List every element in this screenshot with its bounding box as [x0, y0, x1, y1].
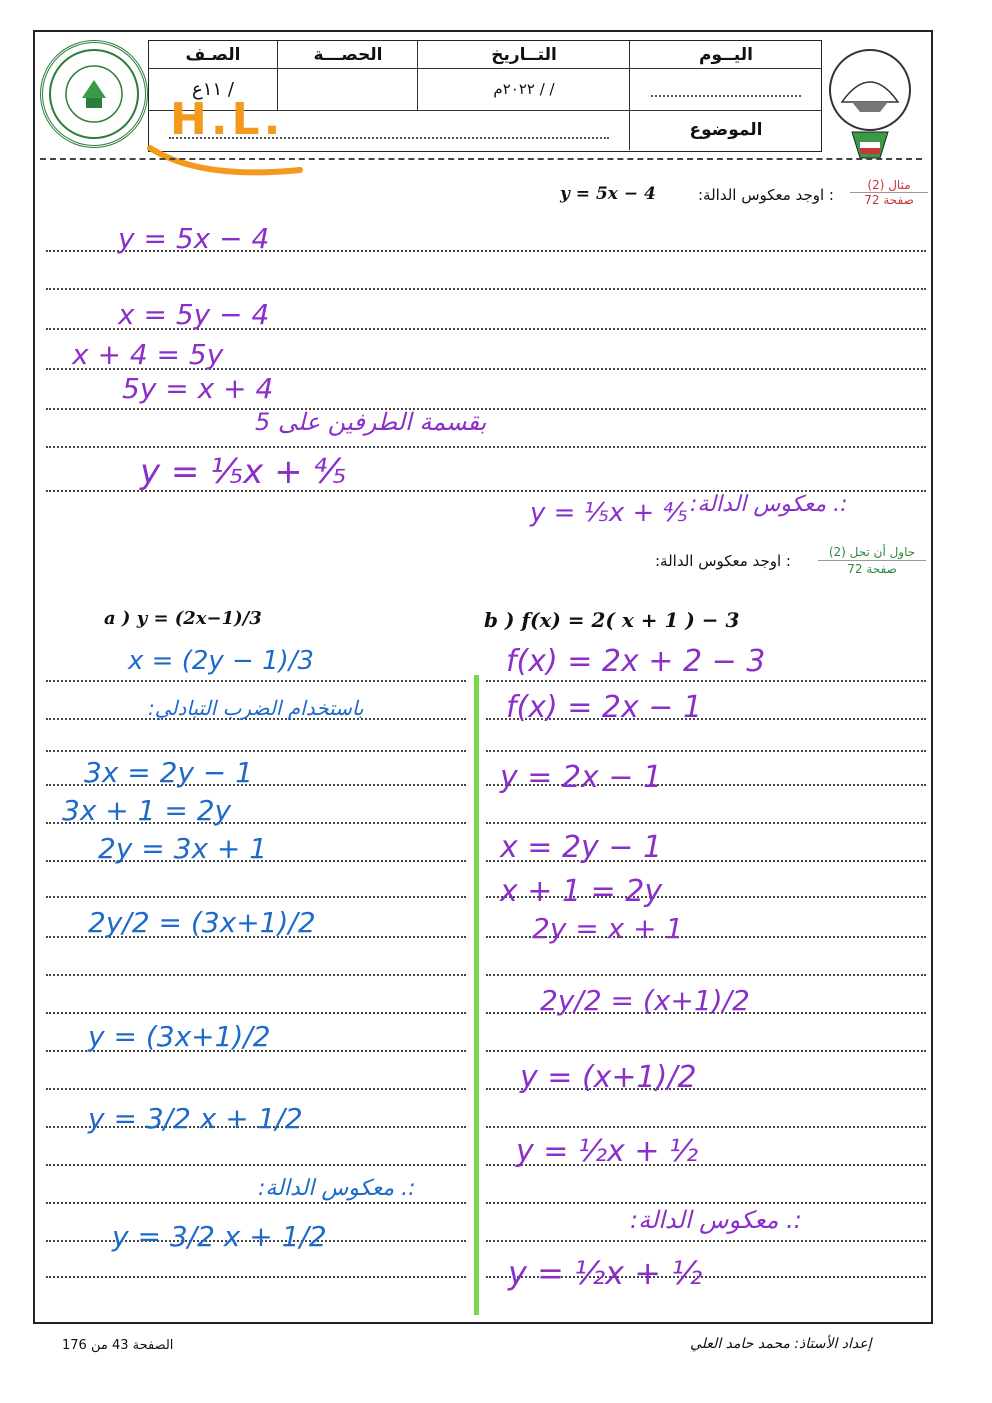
sol-line-3: x + 4 = 5y [72, 338, 224, 371]
example-page: صفحة 72 [864, 193, 914, 207]
sol-a-conclusion-label: :. معكوس الدالة: [258, 1176, 416, 1201]
sol-conclusion-eq: y = ⅕x + ⅘ [530, 498, 688, 528]
ruled-line [486, 1050, 926, 1052]
ruled-line [46, 974, 466, 976]
teacher-initials: H.L. [170, 94, 285, 145]
kuwait-emblem-logo [822, 42, 918, 160]
ruled-line [486, 1240, 926, 1242]
part-a-equation: a ) y = (2x−1)/3 [104, 608, 262, 629]
ruled-line [46, 1088, 466, 1090]
sol-a-conclusion-eq: y = 3/2 x + 1/2 [112, 1220, 327, 1253]
example-prompt: : اوجد معكوس الدالة: [698, 186, 834, 204]
sol-note: بقسمة الطرفين على 5 [255, 408, 487, 436]
sol-b-line-3: y = 2x − 1 [500, 760, 663, 795]
ruled-line [46, 896, 466, 898]
sol-a-line-3: 3x + 1 = 2y [62, 794, 232, 827]
header-divider [40, 158, 922, 160]
school-seal-logo [40, 40, 148, 148]
ruled-line [46, 1012, 466, 1014]
sol-b-line-7: 2y/2 = (x+1)/2 [540, 984, 750, 1017]
sol-b-conclusion-label: :. معكوس الدالة: [630, 1206, 802, 1234]
sol-b-line-5: x + 1 = 2y [500, 874, 663, 909]
sol-a-line-2: 3x = 2y − 1 [84, 756, 254, 789]
sol-a-line-1: x = (2y − 1)/3 [128, 646, 315, 676]
sol-b-line-9: y = ½x + ½ [516, 1134, 699, 1169]
header-period: الحصـــة [277, 41, 418, 68]
date-value: / / ٢٠٢٢م [417, 68, 630, 110]
ruled-line [486, 1126, 926, 1128]
sol-b-line-8: y = (x+1)/2 [520, 1060, 697, 1095]
ruled-line [46, 1164, 466, 1166]
try-box [818, 544, 926, 577]
sol-b-line-1: f(x) = 2x + 2 − 3 [506, 644, 766, 679]
column-divider [474, 675, 479, 1315]
class-value: ١١ع / [192, 78, 234, 100]
sol-a-line-5: 2y/2 = (3x+1)/2 [88, 906, 316, 939]
sol-line-1: y = 5x − 4 [118, 222, 270, 255]
try-label: حاول أن تحل (2) [828, 545, 916, 559]
ruled-line [46, 1276, 466, 1278]
ruled-line [46, 1202, 466, 1204]
sol-b-line-2: f(x) = 2x − 1 [506, 690, 703, 725]
ruled-line [46, 680, 466, 682]
sol-line-5: y = ⅕x + ⅘ [140, 452, 347, 492]
sol-b-conclusion-eq: y = ½x + ½ [508, 1254, 703, 1292]
ruled-line [46, 446, 926, 448]
sol-line-4: 5y = x + 4 [122, 372, 274, 405]
sol-b-line-4: x = 2y − 1 [500, 830, 663, 865]
header-class: الصـف [185, 44, 241, 65]
page-number: الصفحة 43 من 176 [62, 1338, 174, 1353]
ruled-line [486, 1202, 926, 1204]
subject-label: الموضوع [629, 110, 822, 150]
day-value [629, 68, 822, 110]
ruled-line [486, 750, 926, 752]
ruled-line [46, 750, 466, 752]
try-prompt: : اوجد معكوس الدالة: [655, 552, 791, 570]
sol-b-line-6: 2y = x + 1 [532, 912, 684, 945]
sol-a-line-6: y = (3x+1)/2 [88, 1020, 271, 1053]
header-date: التــاريخ [417, 41, 630, 68]
example-equation: y = 5x − 4 [560, 184, 656, 204]
sol-a-line-4: 2y = 3x + 1 [98, 832, 268, 865]
ruled-line [486, 680, 926, 682]
example-label: مثال (2) [867, 178, 911, 192]
period-value [277, 68, 418, 110]
ruled-line [486, 822, 926, 824]
try-page: صفحة 72 [847, 562, 897, 576]
initials-underline [140, 140, 320, 180]
sol-conclusion-label: :. معكوس الدالة: [690, 492, 848, 517]
example-box [850, 178, 928, 207]
author-signature: إعداد الأستاذ: محمد حامد العلي [690, 1336, 872, 1352]
sol-a-line-7: y = 3/2 x + 1/2 [88, 1102, 303, 1135]
ruled-line [486, 974, 926, 976]
ruled-line [46, 288, 926, 290]
sol-a-note: باستخدام الضرب التبادلي: [148, 696, 364, 720]
sol-line-2: x = 5y − 4 [118, 298, 270, 331]
header-day: اليــوم [629, 41, 822, 68]
part-b-equation: b ) f(x) = 2( x + 1 ) − 3 [484, 608, 740, 632]
